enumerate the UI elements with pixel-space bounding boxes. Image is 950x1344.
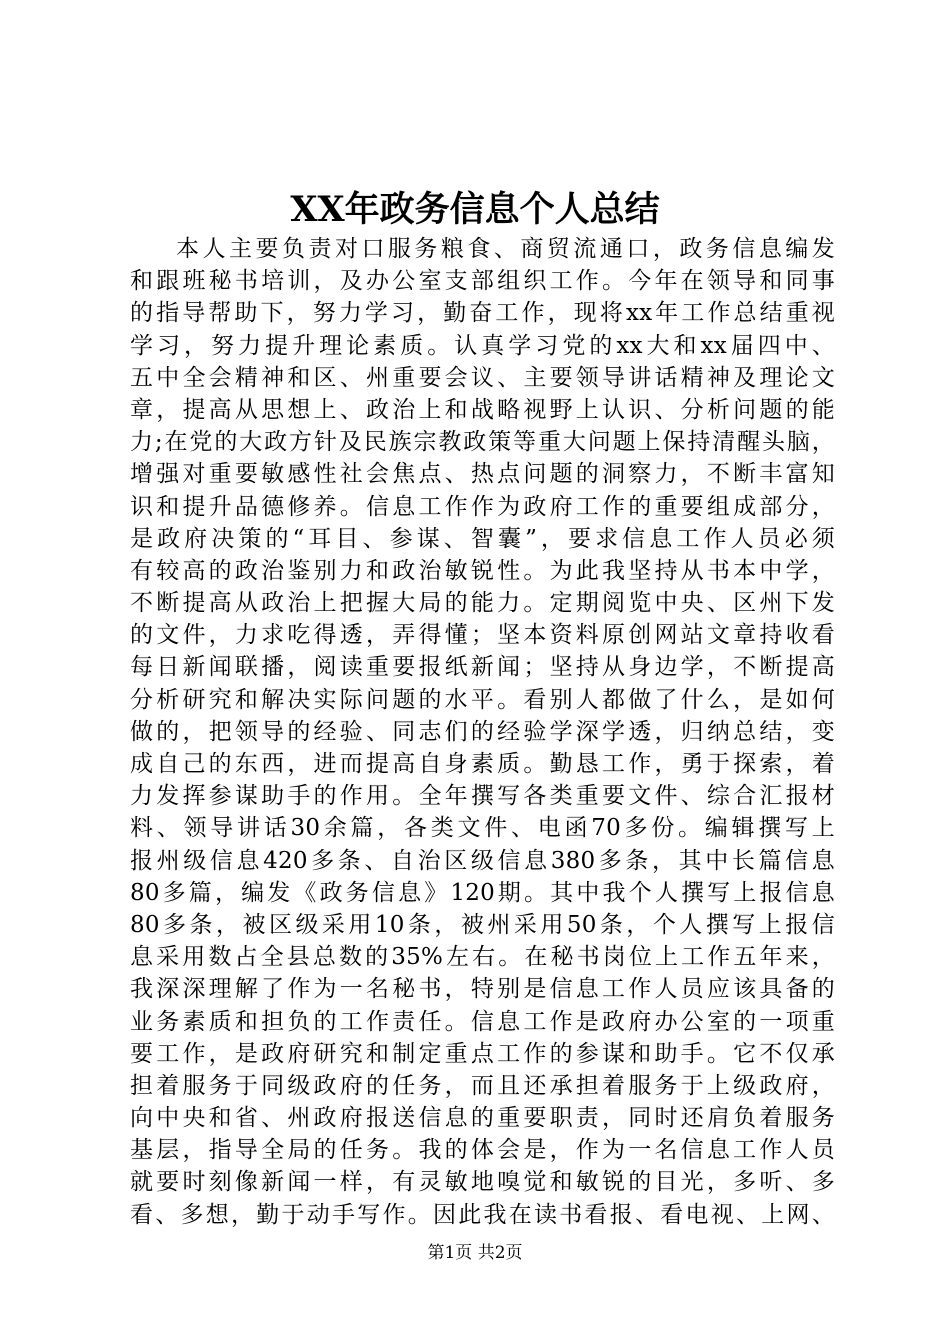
document-body [130, 233, 835, 1231]
body-line: 的指导帮助下，努力学习，勤奋工作，现将xx年工作总结重视 [130, 300, 835, 327]
body-line: 的文件，力求吃得透，弄得懂；坚本资料原创网站文章持收看 [130, 622, 835, 649]
body-line: 和跟班秘书培训，及办公室支部组织工作。今年在领导和同事 [130, 268, 835, 295]
body-line: 本人主要负责对口服务粮食、商贸流通口，政务信息编发 [176, 236, 835, 262]
body-line: 识和提升品德修养。信息工作作为政府工作的重要组成部分， [130, 493, 835, 520]
body-line: 担着服务于同级政府的任务，而且还承担着服务于上级政府， [130, 1072, 835, 1099]
body-line: 料、领导讲话30余篇，各类文件、电函70多份。编辑撰写上 [130, 815, 835, 842]
body-line: 是政府决策的“耳目、参谋、智囊”，要求信息工作人员必须 [130, 525, 835, 552]
body-line: 章，提高从思想上、政治上和战略视野上认识、分析问题的能 [130, 396, 835, 423]
body-line: 向中央和省、州政府报送信息的重要职责，同时还肩负着服务 [130, 1105, 835, 1132]
body-line: 增强对重要敏感性社会焦点、热点问题的洞察力，不断丰富知 [130, 461, 835, 488]
body-line: 80多条，被区级采用10条，被州采用50条，个人撰写上报信 [130, 911, 835, 938]
body-line: 每日新闻联播，阅读重要报纸新闻；坚持从身边学，不断提高 [130, 654, 835, 681]
body-line: 要工作，是政府研究和制定重点工作的参谋和助手。它不仅承 [130, 1040, 835, 1067]
body-line: 业务素质和担负的工作责任。信息工作是政府办公室的一项重 [130, 1008, 835, 1035]
body-line: 不断提高从政治上把握大局的能力。定期阅览中央、区州下发 [130, 590, 835, 617]
body-line: 有较高的政治鉴别力和政治敏锐性。为此我坚持从书本中学， [130, 557, 835, 584]
body-line: 我深深理解了作为一名秘书，特别是信息工作人员应该具备的 [130, 976, 835, 1003]
body-line: 看、多想，勤于动手写作。因此我在读书看报、看电视、上网、 [130, 1201, 835, 1228]
body-line: 五中全会精神和区、州重要会议、主要领导讲话精神及理论文 [130, 364, 835, 391]
body-line: 就要时刻像新闻一样，有灵敏地嗅觉和敏锐的目光，多听、多 [130, 1169, 835, 1196]
body-line: 学习，努力提升理论素质。认真学习党的xx大和xx届四中、 [130, 332, 835, 359]
body-line: 基层，指导全局的任务。我的体会是，作为一名信息工作人员 [130, 1137, 835, 1164]
body-line: 成自己的东西，进而提高自身素质。勤恳工作，勇于探索，着 [130, 751, 835, 777]
body-line: 息采用数占全县总数的35%左右。在秘书岗位上工作五年来， [130, 944, 835, 971]
body-line: 做的，把领导的经验、同志们的经验学深学透，归纳总结，变 [130, 718, 835, 745]
body-line: 80多篇，编发《政务信息》120期。其中我个人撰写上报信息 [130, 879, 835, 906]
body-line: 力;在党的大政方针及民族宗教政策等重大问题上保持清醒头脑， [130, 429, 835, 456]
body-line: 分析研究和解决实际问题的水平。看别人都做了什么，是如何 [130, 686, 835, 713]
page-footer: 第1页 共2页 [427, 1243, 523, 1263]
body-line: 力发挥参谋助手的作用。全年撰写各类重要文件、综合汇报材 [130, 783, 835, 810]
body-line: 报州级信息420多条、自治区级信息380多条，其中长篇信息 [130, 847, 835, 874]
page-title: XX年政务信息个人总结 [290, 189, 660, 230]
